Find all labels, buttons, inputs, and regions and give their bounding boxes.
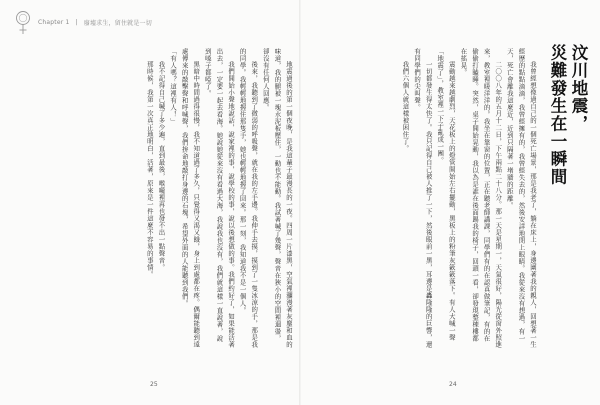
right-paragraph: 我們六個人就這樣被困住了。 bbox=[401, 60, 410, 152]
page-gutter bbox=[299, 0, 301, 405]
chapter-title-line-1: 汶川地震， bbox=[569, 44, 588, 133]
chapter-ornament-icon bbox=[14, 9, 32, 35]
left-paragraph: 後來，我聽到了微弱的呼吸聲，就在我的左手邊。我伸手去摸，摸到了一隻冰涼的手，那是我的同學。我輕輕地握住那隻手，她也輕輕地握了回來。那一刻，我知道我不是一個人。 bbox=[238, 48, 259, 348]
right-paragraph: 二〇〇八年的五月十二日，下午兩點二十八分。那一天是星期一，天氣很好，陽光從窗外照進來，教室裡暖洋洋的。我坐在靠窗的位置，正在聽老師講課，同學們有的在認真做筆記，有的在偷偷打瞌睡。突然，桌子開始晃動，我以為是誰在後面踢我的椅子，回頭一看，卻發現整棟樓都在搖晃。 bbox=[459, 48, 503, 348]
chapter-title bbox=[545, 44, 589, 294]
page-number-left: 25 bbox=[150, 381, 158, 388]
left-paragraph-dialog: 「有人嗎？這裡有人！」 bbox=[169, 48, 178, 125]
left-paragraph: 我不記得自己喊了多少遍，直到最後，喉嚨裡再也發不出一點聲音。 bbox=[157, 60, 166, 271]
running-head-separator: | bbox=[75, 18, 78, 26]
left-paragraph: 黑暗中時間過得很慢，我不知道過了多久，只覺得又渴又餓，身上到處都在疼。偶爾能聽到遠處傳來的敲擊聲和呼喊聲，我們拚命地敲打身邊的石塊，希望外面的人能聽到我們。 bbox=[180, 48, 201, 348]
running-head-title: 廢墟求生，留住就是一切 bbox=[83, 19, 152, 27]
right-paragraph: 我曾經想像過自己的一個死亡場景，那是我老了，躺在床上，身邊圍著我的親人，回想著一生經歷的點點滴滴，我曾經擁有的，我曾經失去的，然後安詳地閉上眼睛。我從來沒有想過，有一天，死亡會離我這麼近，近到只隔著一堵牆的距離。 bbox=[505, 48, 537, 348]
left-paragraph: 那時候，我第一次真正地明白，活著，原來是一件這麼不容易的事情。 bbox=[145, 60, 154, 278]
running-header bbox=[14, 10, 152, 34]
right-page-body bbox=[316, 48, 538, 348]
right-paragraph: 一切都發生得太快了。我只記得自己被人推了一下，然後眼前一黑，耳邊是轟隆隆的巨響，還有同學們的尖叫聲。 bbox=[413, 48, 433, 348]
chapter-title-line-2: 災難發生在一瞬間 bbox=[548, 44, 567, 186]
left-paragraph: 我們開始小聲地說話，說家裡的事，說學校的事，說以後想做的事。我們約好了，如果能活著出去，一定要一起去看海。她說她從來沒有看過大海，我說我也沒有，我們就這樣一直說著，說到嗓子都啞了。 bbox=[203, 48, 236, 348]
page-number-right: 24 bbox=[449, 381, 457, 388]
right-paragraph: 震動越來越劇烈，天花板上的燈管開始左右擺動，黑板上的粉筆灰簌簌落下。有人大喊一聲「地震了」，教室裡一下子亂成一團。 bbox=[436, 48, 456, 341]
left-paragraph: 地震過後的第一個夜晚，是我這輩子最漫長的一夜。四周一片漆黑，空氣裡瀰漫著灰塵和血的味道，我的腿被一塊水泥板壓住，一動也不能動。我試著喊了幾聲，聲音在狹小的空間裡迴盪，卻沒有任何人回應。 bbox=[261, 48, 293, 348]
left-page-body bbox=[24, 48, 294, 348]
running-head-chapter: Chapter 1 bbox=[38, 18, 70, 26]
